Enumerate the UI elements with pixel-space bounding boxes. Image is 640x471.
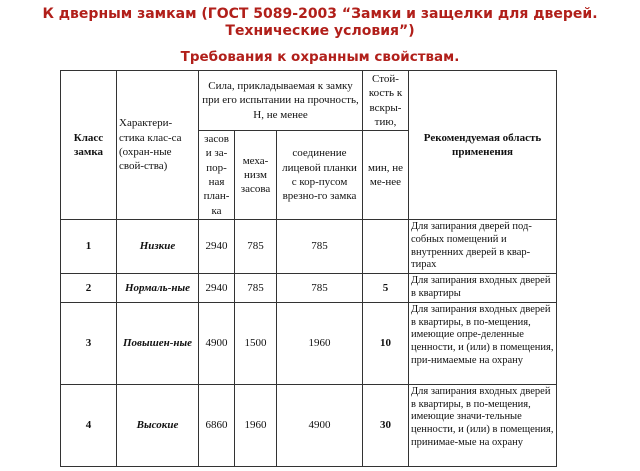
row-plate: 4900 [277,384,363,466]
row-application: Для запирания входных дверей в квартиры [409,274,557,303]
header-force-mechanism: меха-низм засова [235,131,277,220]
row-name: Высокие [117,384,199,466]
row-plate: 785 [277,274,363,303]
row-mechanism: 785 [235,274,277,303]
row-resistance: 5 [363,274,409,303]
row-bolt: 6860 [199,384,235,466]
row-class: 4 [61,384,117,466]
row-bolt: 2940 [199,274,235,303]
row-application: Для запирания входных дверей в квартиры, в по-мещения, имеющие опре-деленные ценности, и (или) в помещения, при-нимаемые на охрану [409,302,557,384]
header-force-plate: соединение лицевой планки с кор-пусом врезно-го замка [277,131,363,220]
row-name: Повышен-ные [117,302,199,384]
row-bolt: 2940 [199,219,235,273]
subtitle: Требования к охранным свойствам. [180,49,460,65]
row-resistance: 10 [363,302,409,384]
row-mechanism: 1500 [235,302,277,384]
header-characteristic: Характери-стика клас-са (охран-ные свой-ства) [117,71,199,220]
row-mechanism: 785 [235,219,277,273]
title-line-1: К дверным замкам (ГОСТ 5089-2003 “Замки и защелки для дверей. [42,6,598,22]
row-plate: 785 [277,219,363,273]
table-row [61,384,557,466]
row-class: 2 [61,274,117,303]
header-force-group: Сила, прикладываемая к замку при его испытании на прочность, Н, не менее [199,71,363,131]
table-row [61,302,557,384]
header-application: Рекомендуемая область применения [409,71,557,220]
row-bolt: 4900 [199,302,235,384]
row-class: 3 [61,302,117,384]
table-row [61,219,557,273]
row-application: Для запирания дверей под-собных помещений и внутренних дверей в квар-тирах [409,219,557,273]
row-resistance [363,219,409,273]
header-resistance-group: Стой-кость к вскры-тию, [363,71,409,131]
header-force-bolt: засов и за-пор-ная план-ка [199,131,235,220]
row-plate: 1960 [277,302,363,384]
row-name: Низкие [117,219,199,273]
title-line-2: Технические условия”) [225,23,415,39]
row-application: Для запирания входных дверей в квартиры, в по-мещения, имеющие значи-тельные ценности, и (или) в помещения, принимае-мые на охрану [409,384,557,466]
row-class: 1 [61,219,117,273]
row-resistance: 30 [363,384,409,466]
header-class: Класс замка [61,71,117,220]
row-mechanism: 1960 [235,384,277,466]
table-row [61,274,557,303]
row-name: Нормаль-ные [117,274,199,303]
header-resistance-unit: мин, не ме-нее [363,131,409,220]
lock-requirements-table [60,70,557,467]
